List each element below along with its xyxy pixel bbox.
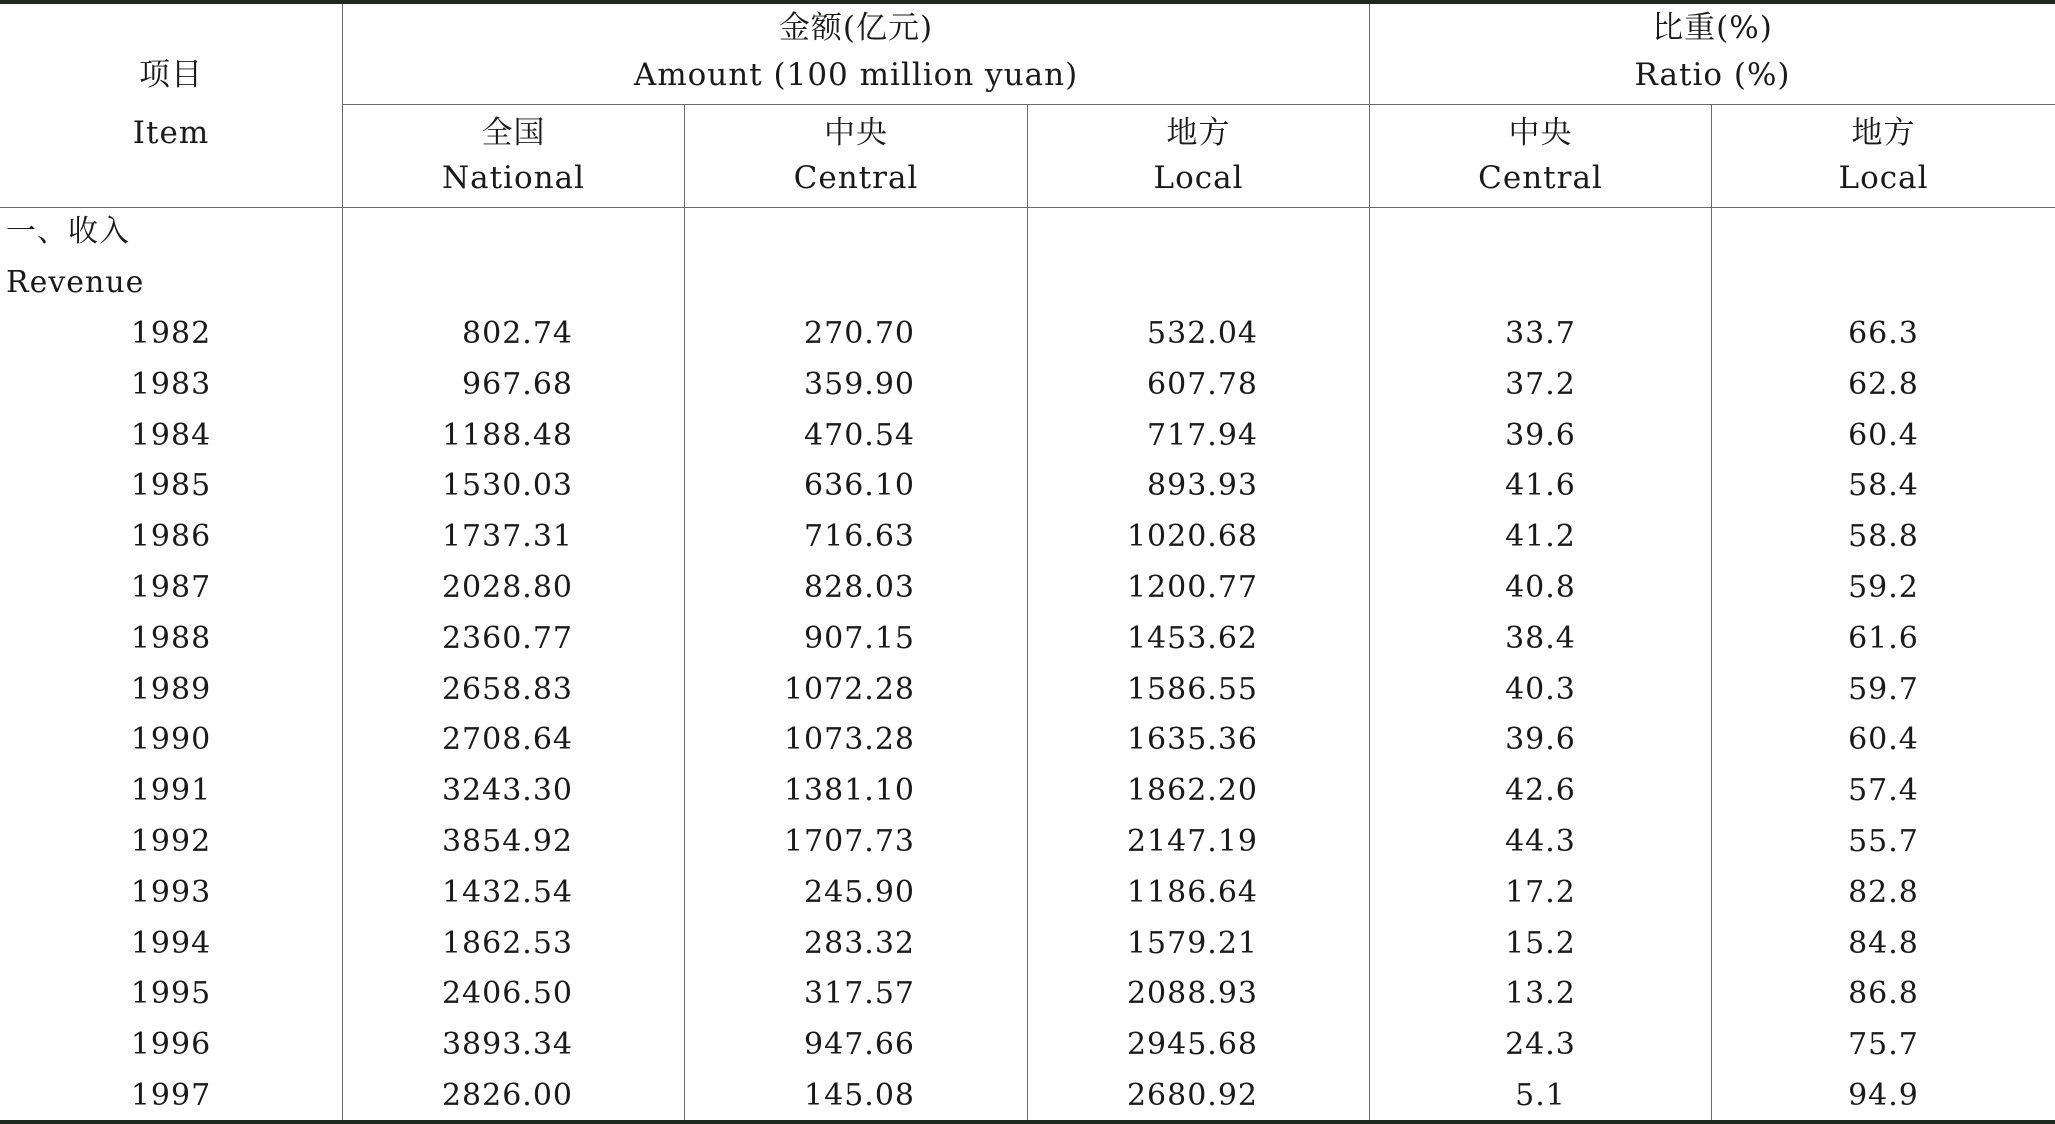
cell-local: 1586.55 xyxy=(1126,672,1258,707)
cell-ratio-local: 84.8 xyxy=(1848,926,1919,961)
cell-central: 245.90 xyxy=(804,875,915,910)
header-local-en: Local xyxy=(1153,160,1244,196)
cell-central: 907.15 xyxy=(804,621,915,656)
cell-ratio-central: 38.4 xyxy=(1505,621,1576,656)
cell-central: 283.32 xyxy=(804,926,915,961)
cell-ratio-local: 66.3 xyxy=(1848,316,1919,351)
cell-ratio-local: 62.8 xyxy=(1848,367,1919,402)
cell-ratio-local: 59.2 xyxy=(1848,570,1919,605)
header-amount-zh: 金额(亿元) xyxy=(778,10,934,46)
cell-local: 2945.68 xyxy=(1126,1027,1258,1062)
cell-ratio-central: 42.6 xyxy=(1505,773,1576,808)
cell-year: 1990 xyxy=(130,722,212,757)
header-amount-en: Amount (100 million yuan) xyxy=(633,57,1079,93)
cell-local: 1635.36 xyxy=(1126,722,1258,757)
table-bottom-rule xyxy=(0,1120,2055,1124)
header-group-rule xyxy=(343,104,2055,105)
cell-local: 607.78 xyxy=(1147,367,1258,402)
cell-year: 1989 xyxy=(130,672,212,707)
cell-year: 1984 xyxy=(130,418,212,453)
cell-national: 2406.50 xyxy=(441,976,573,1011)
cell-ratio-central: 39.6 xyxy=(1505,418,1576,453)
cell-ratio-local: 75.7 xyxy=(1848,1027,1919,1062)
cell-ratio-central: 39.6 xyxy=(1505,722,1576,757)
cell-ratio-local: 61.6 xyxy=(1848,621,1919,656)
cell-national: 3243.30 xyxy=(441,773,573,808)
section-title-en: Revenue xyxy=(6,265,145,300)
cell-ratio-central: 13.2 xyxy=(1505,976,1576,1011)
cell-year: 1997 xyxy=(130,1078,212,1113)
cell-year: 1988 xyxy=(130,621,212,656)
cell-central: 716.63 xyxy=(804,519,915,554)
cell-year: 1991 xyxy=(130,773,212,808)
cell-central: 1073.28 xyxy=(783,722,915,757)
cell-central: 359.90 xyxy=(804,367,915,402)
cell-ratio-local: 82.8 xyxy=(1848,875,1919,910)
header-central-zh: 中央 xyxy=(824,115,888,151)
cell-ratio-local: 58.4 xyxy=(1848,468,1919,503)
cell-central: 1072.28 xyxy=(783,672,915,707)
cell-ratio-local: 86.8 xyxy=(1848,976,1919,1011)
cell-ratio-central: 17.2 xyxy=(1505,875,1576,910)
header-national-zh: 全国 xyxy=(481,115,546,151)
cell-national: 2826.00 xyxy=(441,1078,573,1113)
cell-national: 1737.31 xyxy=(441,519,573,554)
cell-local: 1186.64 xyxy=(1126,875,1258,910)
cell-ratio-central: 44.3 xyxy=(1505,824,1576,859)
header-ratio-central-en: Central xyxy=(1478,160,1603,196)
header-ratio-local-zh: 地方 xyxy=(1851,115,1916,151)
cell-central: 636.10 xyxy=(804,468,915,503)
header-national-en: National xyxy=(441,160,585,196)
cell-year: 1986 xyxy=(130,519,212,554)
cell-local: 532.04 xyxy=(1147,316,1258,351)
cell-national: 2028.80 xyxy=(441,570,573,605)
cell-ratio-central: 37.2 xyxy=(1505,367,1576,402)
cell-ratio-local: 60.4 xyxy=(1848,722,1919,757)
cell-central: 947.66 xyxy=(804,1027,915,1062)
cell-ratio-central: 15.2 xyxy=(1505,926,1576,961)
header-ratio-local-en: Local xyxy=(1838,160,1929,196)
cell-central: 470.54 xyxy=(804,418,915,453)
cell-national: 3854.92 xyxy=(441,824,573,859)
cell-year: 1992 xyxy=(130,824,212,859)
cell-ratio-local: 57.4 xyxy=(1848,773,1919,808)
header-local-zh: 地方 xyxy=(1166,115,1231,151)
cell-ratio-local: 58.8 xyxy=(1848,519,1919,554)
cell-year: 1983 xyxy=(130,367,212,402)
cell-national: 3893.34 xyxy=(441,1027,573,1062)
cell-national: 2708.64 xyxy=(441,722,573,757)
cell-year: 1993 xyxy=(130,875,212,910)
cell-local: 1200.77 xyxy=(1126,570,1258,605)
cell-ratio-central: 33.7 xyxy=(1505,316,1576,351)
cell-ratio-local: 59.7 xyxy=(1848,672,1919,707)
cell-central: 317.57 xyxy=(804,976,915,1011)
header-ratio-zh: 比重(%) xyxy=(1652,10,1773,46)
cell-local: 1020.68 xyxy=(1126,519,1258,554)
cell-central: 1707.73 xyxy=(783,824,915,859)
cell-year: 1996 xyxy=(130,1027,212,1062)
column-divider xyxy=(684,104,685,1120)
cell-national: 2658.83 xyxy=(441,672,573,707)
header-item-zh: 项目 xyxy=(139,57,203,93)
cell-local: 893.93 xyxy=(1147,468,1258,503)
header-ratio-central-zh: 中央 xyxy=(1508,115,1573,151)
table-top-rule xyxy=(0,0,2055,4)
cell-ratio-local: 94.9 xyxy=(1848,1078,1919,1113)
cell-national: 1862.53 xyxy=(441,926,573,961)
cell-local: 717.94 xyxy=(1147,418,1258,453)
cell-national: 1432.54 xyxy=(441,875,573,910)
cell-year: 1982 xyxy=(130,316,212,351)
cell-ratio-central: 5.1 xyxy=(1515,1078,1566,1113)
cell-ratio-central: 41.6 xyxy=(1505,468,1576,503)
cell-local: 1579.21 xyxy=(1126,926,1258,961)
cell-central: 1381.10 xyxy=(783,773,915,808)
cell-local: 2680.92 xyxy=(1126,1078,1258,1113)
cell-year: 1985 xyxy=(130,468,212,503)
cell-central: 270.70 xyxy=(804,316,915,351)
cell-local: 2147.19 xyxy=(1126,824,1258,859)
cell-ratio-central: 40.8 xyxy=(1505,570,1576,605)
cell-central: 828.03 xyxy=(804,570,915,605)
cell-central: 145.08 xyxy=(804,1078,915,1113)
section-title-zh: 一、收入 xyxy=(6,214,130,249)
header-central-en: Central xyxy=(793,160,919,196)
cell-national: 1188.48 xyxy=(441,418,573,453)
cell-ratio-local: 60.4 xyxy=(1848,418,1919,453)
cell-year: 1994 xyxy=(130,926,212,961)
cell-national: 967.68 xyxy=(462,367,573,402)
cell-local: 1862.20 xyxy=(1126,773,1258,808)
cell-year: 1995 xyxy=(130,976,212,1011)
cell-national: 2360.77 xyxy=(441,621,573,656)
cell-ratio-central: 40.3 xyxy=(1505,672,1576,707)
column-divider xyxy=(1027,104,1028,1120)
cell-national: 1530.03 xyxy=(441,468,573,503)
cell-ratio-local: 55.7 xyxy=(1848,824,1919,859)
column-divider xyxy=(1711,104,1712,1120)
cell-local: 2088.93 xyxy=(1126,976,1258,1011)
cell-ratio-central: 24.3 xyxy=(1505,1027,1576,1062)
cell-national: 802.74 xyxy=(462,316,573,351)
cell-ratio-central: 41.2 xyxy=(1505,519,1576,554)
header-item-en: Item xyxy=(132,115,210,151)
cell-year: 1987 xyxy=(130,570,212,605)
cell-local: 1453.62 xyxy=(1126,621,1258,656)
header-ratio-en: Ratio (%) xyxy=(1634,57,1791,93)
